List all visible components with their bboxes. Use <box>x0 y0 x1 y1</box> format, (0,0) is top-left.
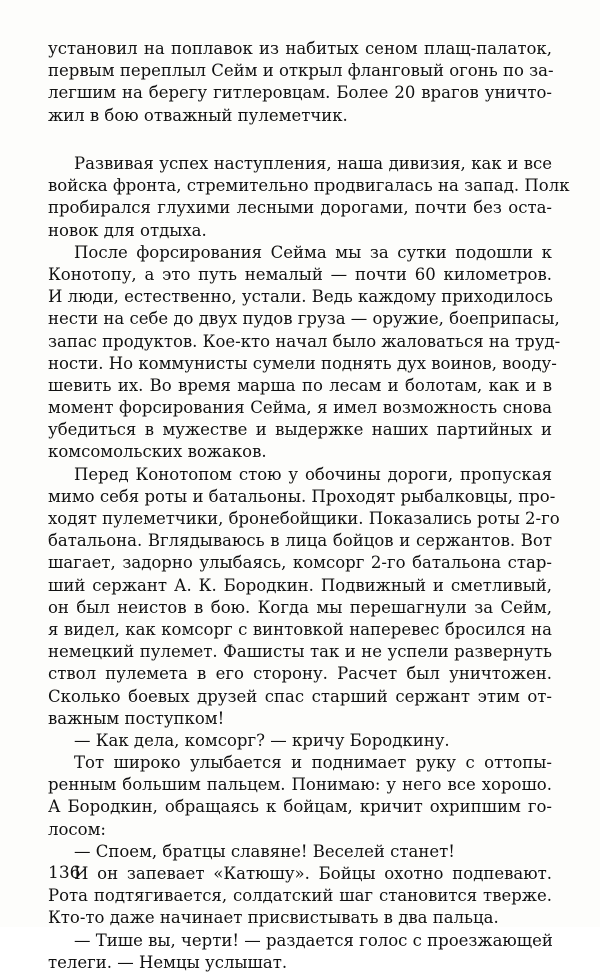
text-line: жил в бою отважный пулеметчик. <box>48 105 348 125</box>
text-line: И люди, естественно, устали. Ведь каждому приходилось <box>48 287 553 307</box>
text-line: первым переплыл Сейм и открыл фланговый огонь по за- <box>48 61 554 81</box>
text-line: комсомольских вожаков. <box>48 442 267 462</box>
text-block-top <box>48 38 552 127</box>
text-line: телеги. — Немцы услышат. <box>48 952 288 972</box>
text-line: мимо себя роты и батальоны. Проходят рыбалковцы, про- <box>48 486 556 506</box>
text-line: Тот широко улыбается и поднимает руку с оттопы- <box>74 753 552 773</box>
text-line: — Тише вы, черти! — раздается голос с проезжающей <box>74 930 553 950</box>
text-line: — Как дела, комсорг? — кричу Бородкину. <box>74 730 450 750</box>
text-line: нести на себе до двух пудов груза — оружие, боеприпасы, <box>48 309 560 329</box>
text-line: пробирался глухими лесными дорогами, почти без оста- <box>48 198 552 218</box>
text-line: установил на поплавок из набитых сеном плащ-палаток, <box>48 39 552 58</box>
paragraph <box>48 730 552 752</box>
text-line: я видел, как комсорг с винтовкой наперевес бросился на <box>48 619 552 639</box>
text-line: войска фронта, стремительно продвигалась на запад. Полк <box>48 176 570 196</box>
text-line: убедиться в мужестве и выдержке наших партийных и <box>48 420 552 440</box>
text-line: легшим на берегу гитлеровцам. Более 20 врагов уничто- <box>48 83 552 103</box>
text-line: момент форсирования Сейма, я имел возможность снова <box>48 398 552 418</box>
text-line: После форсирования Сейма мы за сутки подошли к <box>74 242 552 262</box>
text-line: важным поступком! <box>48 708 225 728</box>
text-line: ности. Но коммунисты сумели поднять дух воинов, вооду- <box>48 353 557 373</box>
text-line: шевить их. Во время марша по лесам и болотам, как и в <box>48 375 552 395</box>
text-line: батальона. Вглядываюсь в лица бойцов и сержантов. Вот <box>48 531 552 551</box>
paragraph <box>48 153 570 242</box>
text-line: немецкий пулемет. Фашисты так и не успели развернуть <box>48 642 552 662</box>
text-block-main <box>48 153 570 974</box>
text-line: шагает, задорно улыбаясь, комсорг 2-го батальона стар- <box>48 553 552 573</box>
text-line: ший сержант А. К. Бородкин. Подвижный и сметливый, <box>48 575 552 595</box>
text-line: Конотопу, а это путь немалый — почти 60 километров. <box>48 264 552 284</box>
text-line: Сколько боевых друзей спас старший сержант этим от- <box>48 686 552 706</box>
text-line: новок для отдыха. <box>48 220 207 240</box>
text-line: — Споем, братцы славяне! Веселей станет! <box>74 841 455 861</box>
text-line: он был неистов в бою. Когда мы перешагнули за Сейм, <box>48 597 552 617</box>
text-line: ствол пулемета в его сторону. Расчет был уничтожен. <box>48 664 552 684</box>
paragraph <box>48 863 552 930</box>
text-line: И он запевает «Катюшу». Бойцы охотно подпевают. <box>74 864 552 883</box>
text-line: Кто-то даже начинает присвистывать в два пальца. <box>48 908 499 928</box>
paragraph <box>48 464 560 730</box>
text-line: лосом: <box>48 819 106 839</box>
paragraph <box>48 752 552 841</box>
text-line: Рота подтягивается, солдатский шаг становится тверже. <box>48 886 552 906</box>
text-line: ренным большим пальцем. Понимаю: у него все хорошо. <box>48 775 552 795</box>
page-number: 136 <box>48 863 81 883</box>
paragraph <box>48 930 552 974</box>
paragraph <box>48 242 561 464</box>
text-line: Перед Конотопом стою у обочины дороги, пропуская <box>74 464 552 484</box>
text-line: А Бородкин, обращаясь к бойцам, кричит охрипшим го- <box>48 797 552 817</box>
text-line: ходят пулеметчики, бронебойщики. Показались роты 2-го <box>48 509 560 528</box>
paragraph <box>48 841 552 863</box>
text-line: Развивая успех наступления, наша дивизия, как и все <box>74 154 552 173</box>
paragraph <box>48 38 552 127</box>
text-line: запас продуктов. Кое-кто начал было жаловаться на труд- <box>48 331 561 351</box>
